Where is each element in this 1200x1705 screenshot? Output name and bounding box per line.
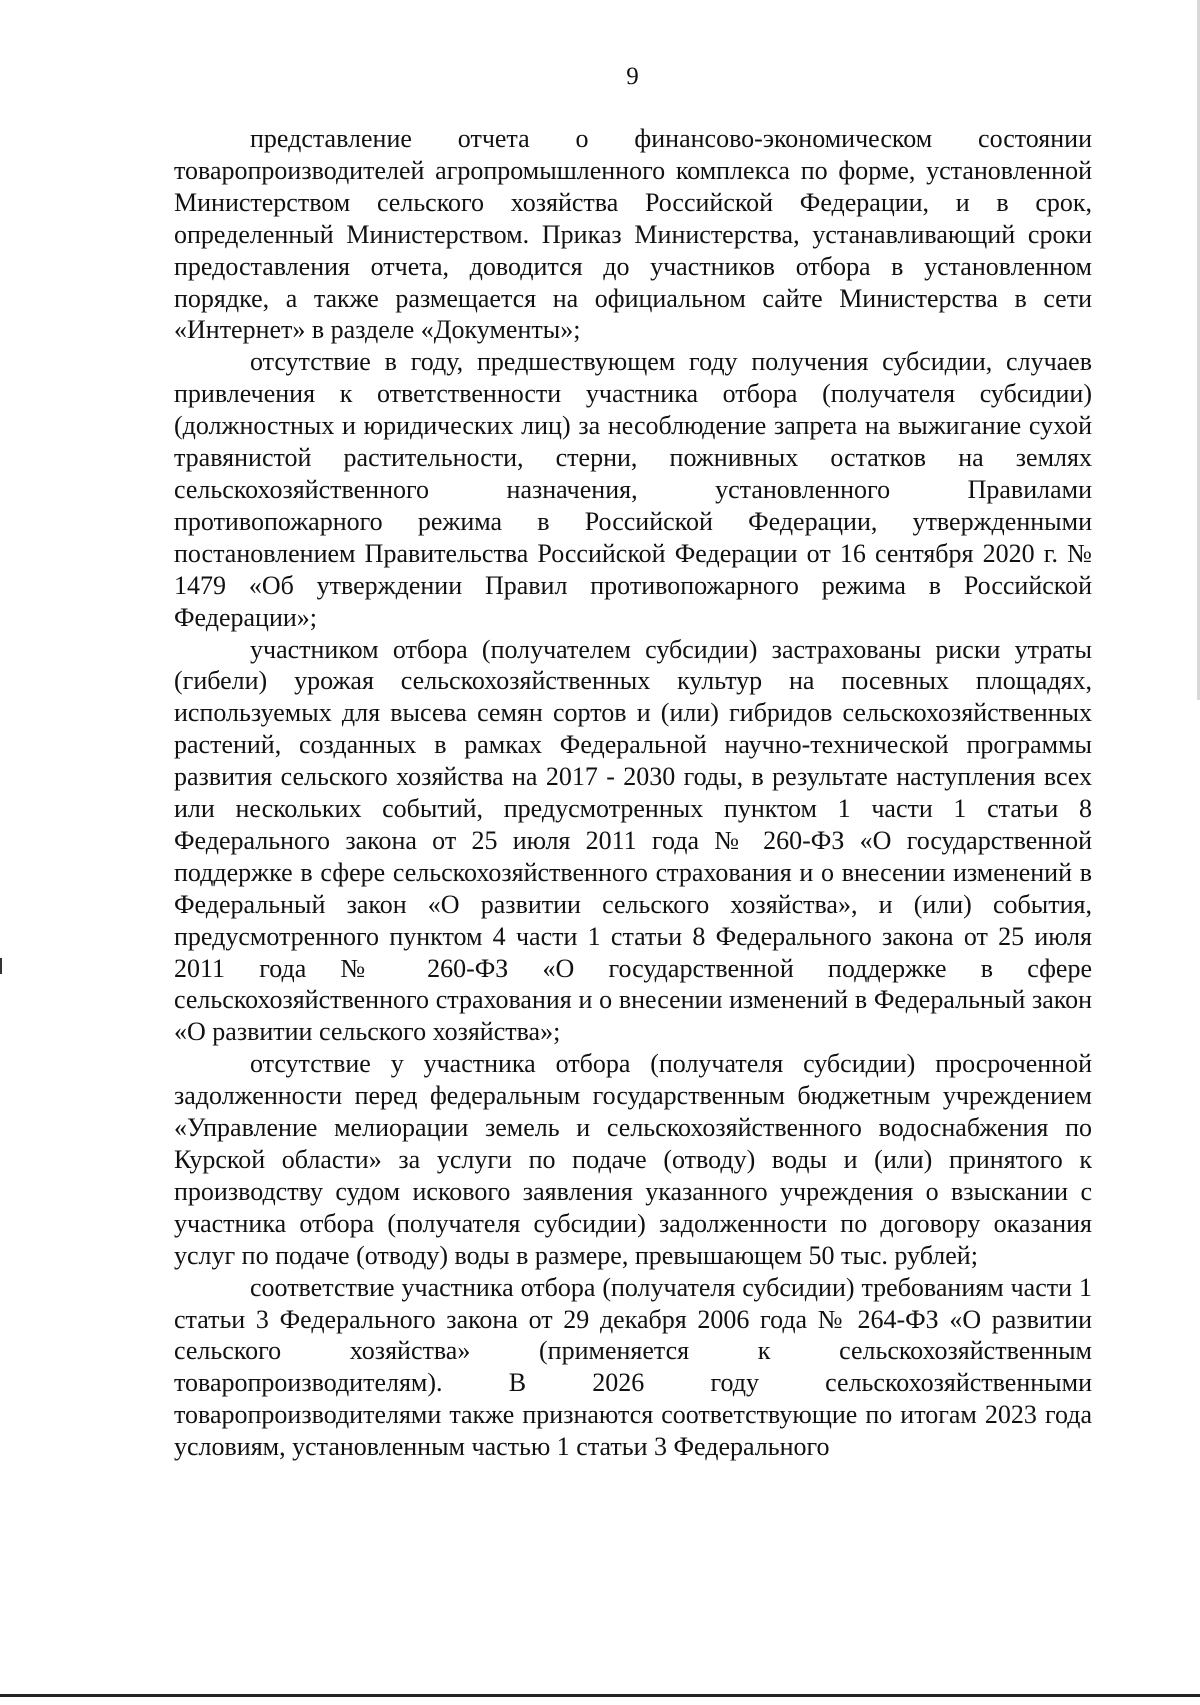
document-body bbox=[174, 123, 1092, 1463]
paragraph-fire-safety: отсутствие в году, предшествующем году получения субсидии, случаев привлечения к ответственности участника отбора (получателя субсидии) (должностных и юридических лиц) за несоблюдение запрета на выжигание сухой травянистой растительности, стерни, пожнивных остатков на землях сельскохозяйственного назначения, установленного Правилами противопожарного режима в Российской Федерации, утвержденными постановлением Правительства Российской Федерации от 16 сентября 2020 г. № 1479 «Об утверждении Правил противопожарного режима в Российской Федерации»; bbox=[174, 347, 1092, 632]
scan-edge-mark bbox=[0, 958, 2, 974]
paragraph-water-debt: отсутствие у участника отбора (получателя субсидии) просроченной задолженности перед федеральным государственным бюджетным учреждением «Управление мелиорации земель и сельскохозяйственного водоснабжения по Курской области» за услуги по подаче (отводу) воды и (или) принятого к производству судом искового заявления указанного учреждения о взыскании с участника отбора (получателя субсидии) задолженности по договору оказания услуг по подаче (отводу) воды в размере, превышающем 50 тыс. рублей; bbox=[174, 1049, 1092, 1270]
paragraph-crop-insurance: участником отбора (получателем субсидии) застрахованы риски утраты (гибели) урожая сельскохозяйственных культур на посевных площадях, используемых для высева семян сортов и (или) гибридов сельскохозяйственных растений, созданных в рамках Федеральной научно-технической программы развития сельского хозяйства на 2017 - 2030 годы, в результате наступления всех или нескольких событий, предусмотренных пунктом 1 части 1 статьи 8 Федерального закона от 25 июля 2011 года № 260-ФЗ «О государственной поддержке в сфере сельскохозяйственного страхования и о внесении изменений в Федеральный закон «О развитии сельского хозяйства», и (или) события, предусмотренного пунктом 4 части 1 статьи 8 Федерального закона от 25 июля 2011 года № 260-ФЗ «О государственной поддержке в сфере сельскохозяйственного страхования и о внесении изменений в Федеральный закон «О развитии сельского хозяйства»; bbox=[174, 634, 1092, 1047]
paragraph-producer-requirements: соответствие участника отбора (получателя субсидии) требованиям части 1 статьи 3 Федерального закона от 29 декабря 2006 года № 264-ФЗ «О развитии сельского хозяйства» (применяется к сельскохозяйственным товаропроизводителям). В 2026 году сельскохозяйственными товаропроизводителями также признаются соответствующие по итогам 2023 года условиям, установленным частью 1 статьи 3 Федерального bbox=[174, 1272, 1092, 1462]
paragraph-financial-report: представление отчета о финансово-экономическом состоянии товаропроизводителей агропромышленного комплекса по форме, установленной Министерством сельского хозяйства Российской Федерации, и в срок, определенный Министерством. Приказ Министерства, устанавливающий сроки предоставления отчета, доводится до участников отбора в установленном порядке, а также размещается на официальном сайте Министерства в сети «Интернет» в разделе «Документы»; bbox=[174, 124, 1092, 345]
page-number: 9 bbox=[626, 63, 639, 90]
scan-bottom-border bbox=[0, 1694, 1200, 1697]
